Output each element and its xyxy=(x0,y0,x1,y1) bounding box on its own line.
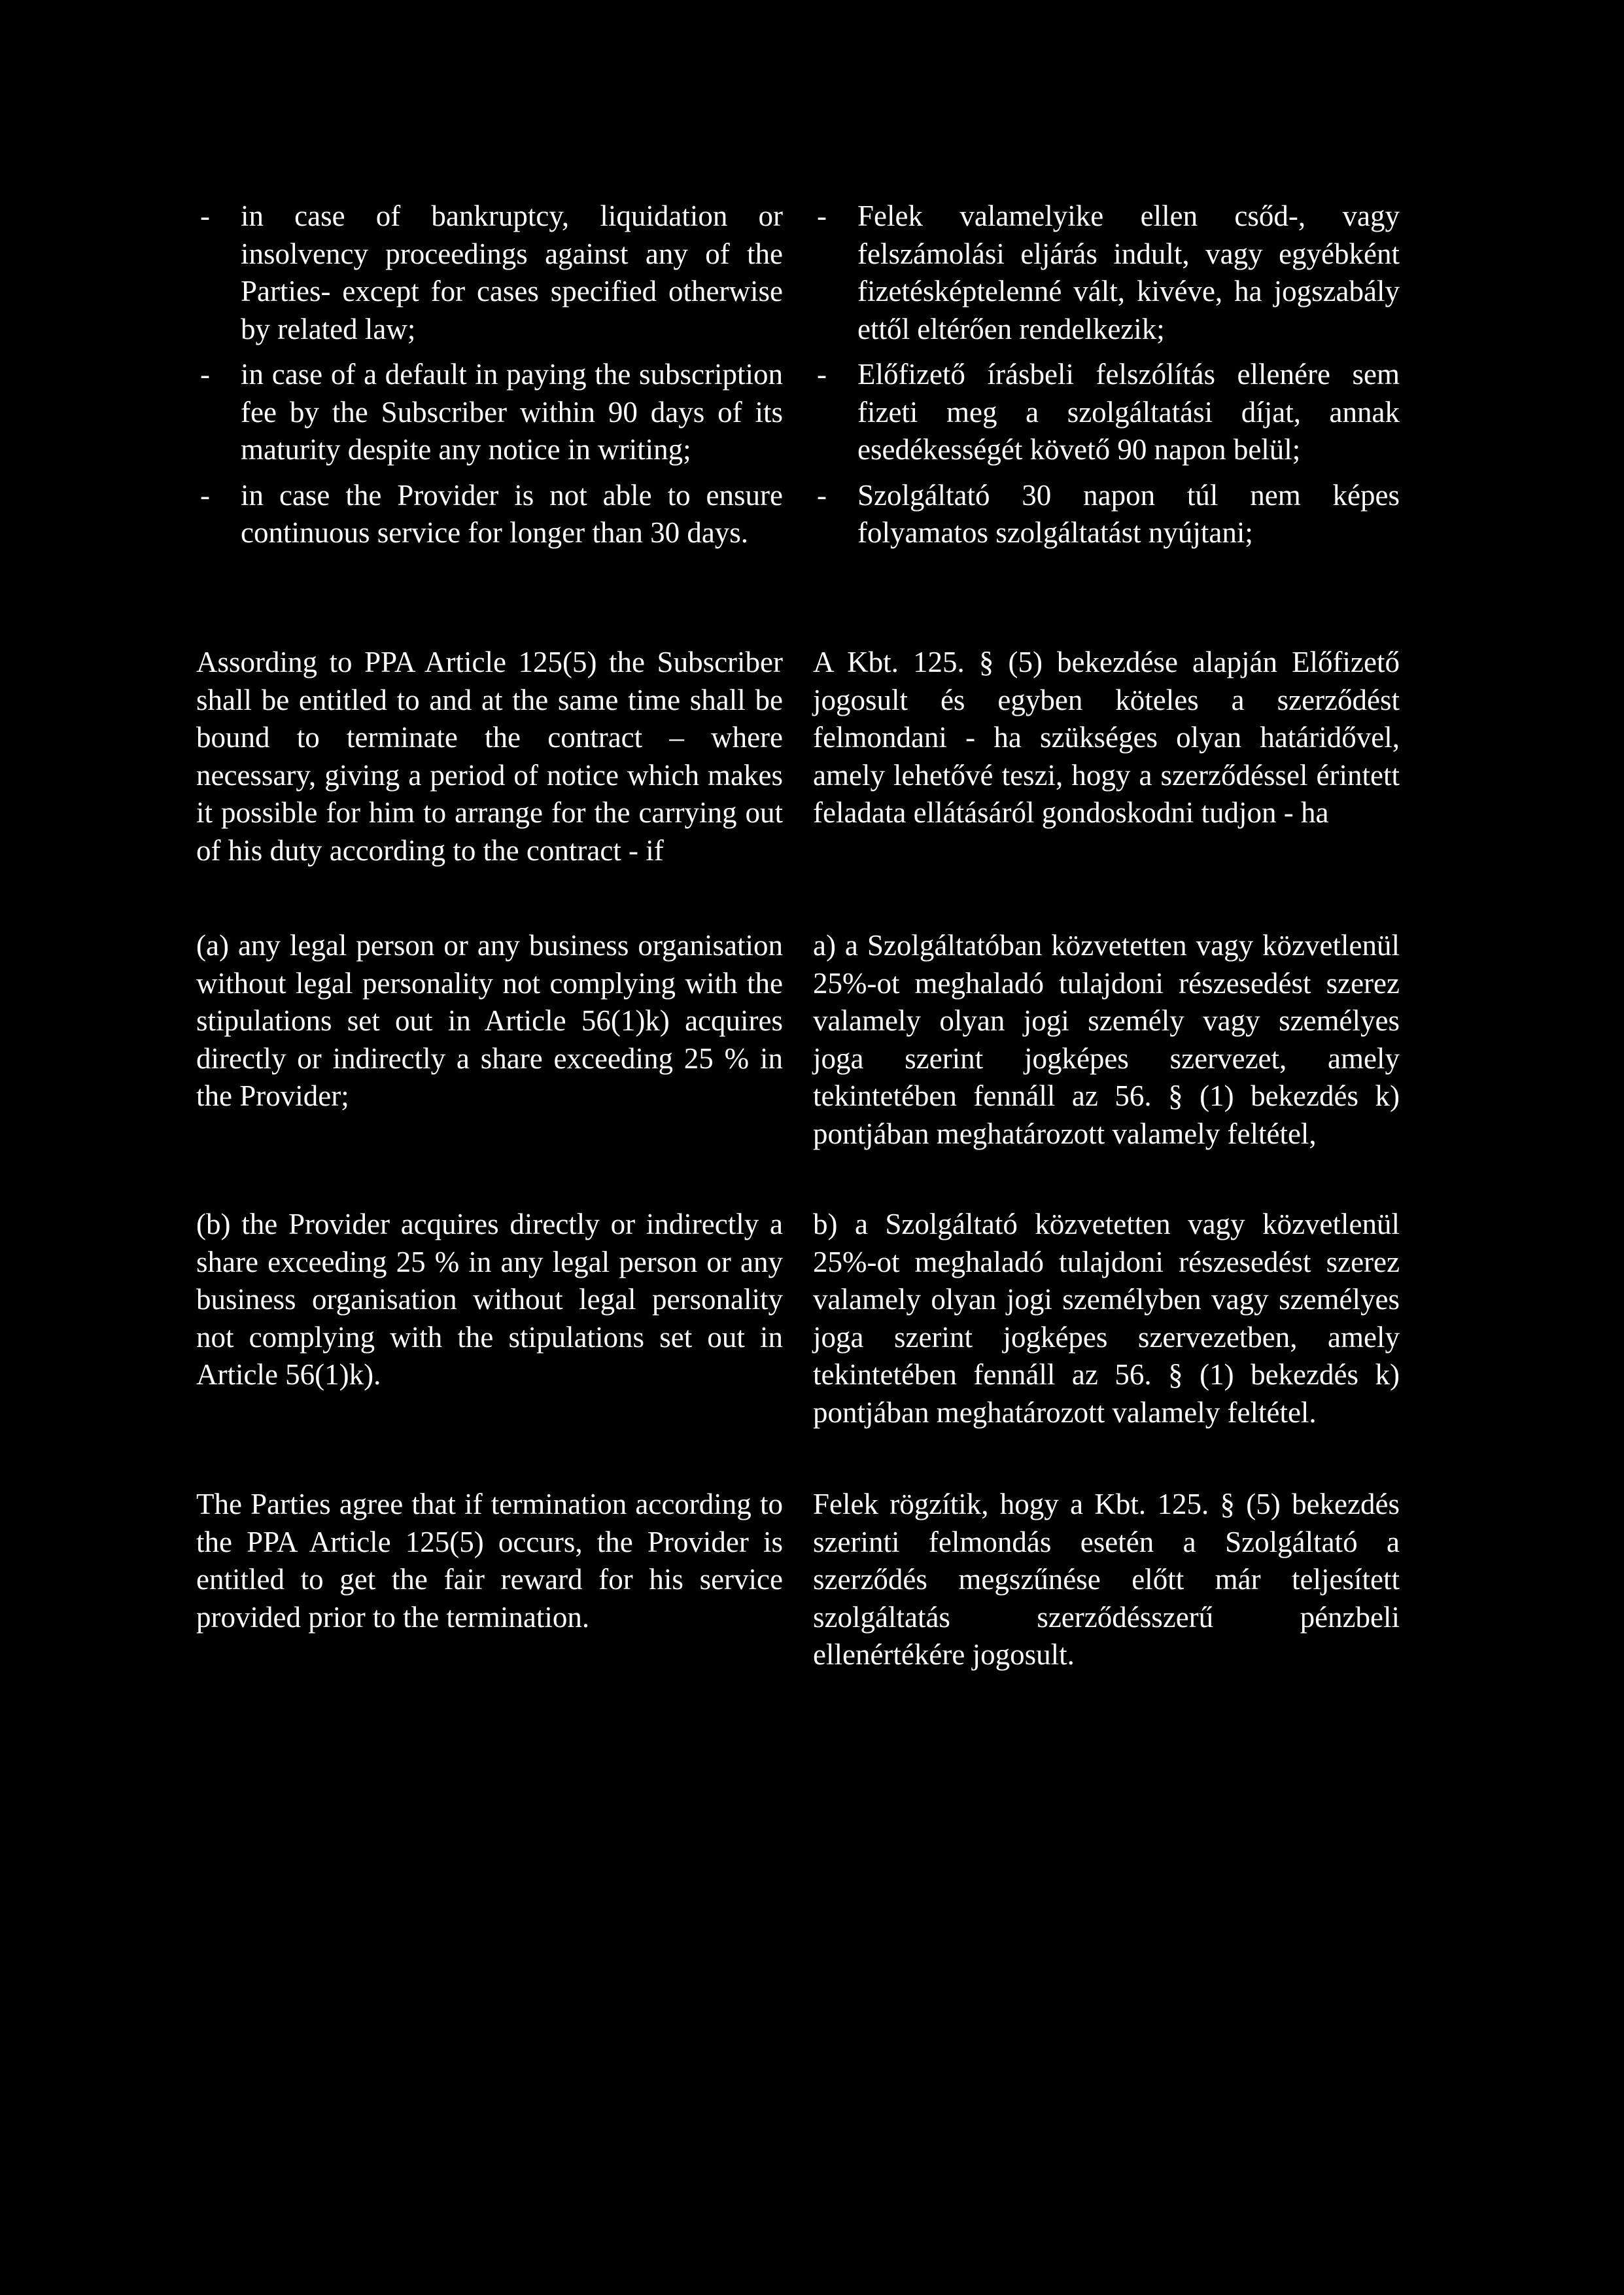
bullet-text: Felek valamelyike ellen csőd-, vagy felszámolási eljárás indult, vagy egyébként fizetésképtelenné vált, kivéve, ha jogszabály ettől eltérően rendelkezik; xyxy=(857,200,1400,345)
bullet-dash: - xyxy=(200,358,210,391)
bullet-dash: - xyxy=(817,200,827,232)
bullet-dash: - xyxy=(817,358,827,391)
bullet-text: in case the Provider is not able to ensure continuous service for longer than 30 days. xyxy=(241,478,783,549)
bullet-text: in case of a default in paying the subscription fee by the Subscriber within 90 days of its maturity despite any notice in writing; xyxy=(241,358,783,466)
english-bullet-bankruptcy xyxy=(196,198,783,348)
hungarian-bullet-service-interruption xyxy=(813,477,1400,552)
bullet-dash: - xyxy=(817,478,827,512)
bullet-text: in case of bankruptcy, liquidation or insolvency proceedings against any of the Parties- except for cases specified otherwise by related law; xyxy=(241,200,783,345)
english-paragraph-fair-reward: The Parties agree that if termination according to the PPA Article 125(5) occurs, the Provider is entitled to get the fair reward for his service provided prior to the termination. xyxy=(196,1488,783,1634)
hungarian-paragraph-fair-reward: Felek rögzítik, hogy a Kbt. 125. § (5) bekezdés szerinti felmondás esetén a Szolgáltató a szerződés megszűnése előtt már teljesített szolgáltatás szerződésszerű pénzbeli ellenértékére jogosult. xyxy=(813,1488,1400,1671)
english-paragraph-condition-a: (a) any legal person or any business organisation without legal personality not complying with the stipulations set out in Article 56(1)k) acquires directly or indirectly a share exceeding 25 % in the Provider; xyxy=(196,929,783,1112)
hungarian-bullet-list xyxy=(813,198,1400,552)
english-bullet-payment-default xyxy=(196,356,783,469)
hungarian-bullet-payment-default xyxy=(813,356,1400,469)
hungarian-paragraph-condition-a: a) a Szolgáltatóban közvetetten vagy közvetlenül 25%-ot meghaladó tulajdoni részesedést szerez valamely olyan jogi személy vagy személyes joga szerint jogképes szervezet, amely tekintetében fennáll az 56. § (1) bekezdés k) pontjában meghatározott valamely feltétel, xyxy=(813,929,1400,1150)
english-bullet-list xyxy=(196,198,783,552)
hungarian-paragraph-termination-right: A Kbt. 125. § (5) bekezdése alapján Előfizető jogosult és egyben köteles a szerződést felmondani - ha szükséges olyan határidővel, amely lehetővé teszi, hogy a szerződéssel érintett feladata ellátásáról gondoskodni tudjon - ha xyxy=(813,646,1400,829)
bullet-text: Szolgáltató 30 napon túl nem képes folyamatos szolgáltatást nyújtani; xyxy=(857,478,1400,549)
english-paragraph-condition-b: (b) the Provider acquires directly or indirectly a share exceeding 25 % in any legal person or any business organisation without legal personality not complying with the stipulations set out in Article 56(1)k). xyxy=(196,1208,783,1391)
bullet-text: Előfizető írásbeli felszólítás ellenére sem fizeti meg a szolgáltatási díjat, annak esedékességét követő 90 napon belül; xyxy=(857,358,1400,466)
hungarian-bullet-bankruptcy xyxy=(813,198,1400,348)
bullet-dash: - xyxy=(200,478,210,512)
english-bullet-service-interruption xyxy=(196,477,783,552)
hungarian-paragraph-condition-b: b) a Szolgáltató közvetetten vagy közvetlenül 25%-ot meghaladó tulajdoni részesedést szerez valamely olyan jogi személyben vagy személyes joga szerint jogképes szervezetben, amely tekintetében fennáll az 56. § (1) bekezdés k) pontjában meghatározott valamely feltétel. xyxy=(813,1208,1400,1429)
bullet-dash: - xyxy=(200,200,210,232)
english-paragraph-termination-right: Assording to PPA Article 125(5) the Subscriber shall be entitled to and at the same time shall be bound to terminate the contract – where necessary, giving a period of notice which makes it possible for him to arrange for the carrying out of his duty according to the contract - if xyxy=(196,646,783,867)
